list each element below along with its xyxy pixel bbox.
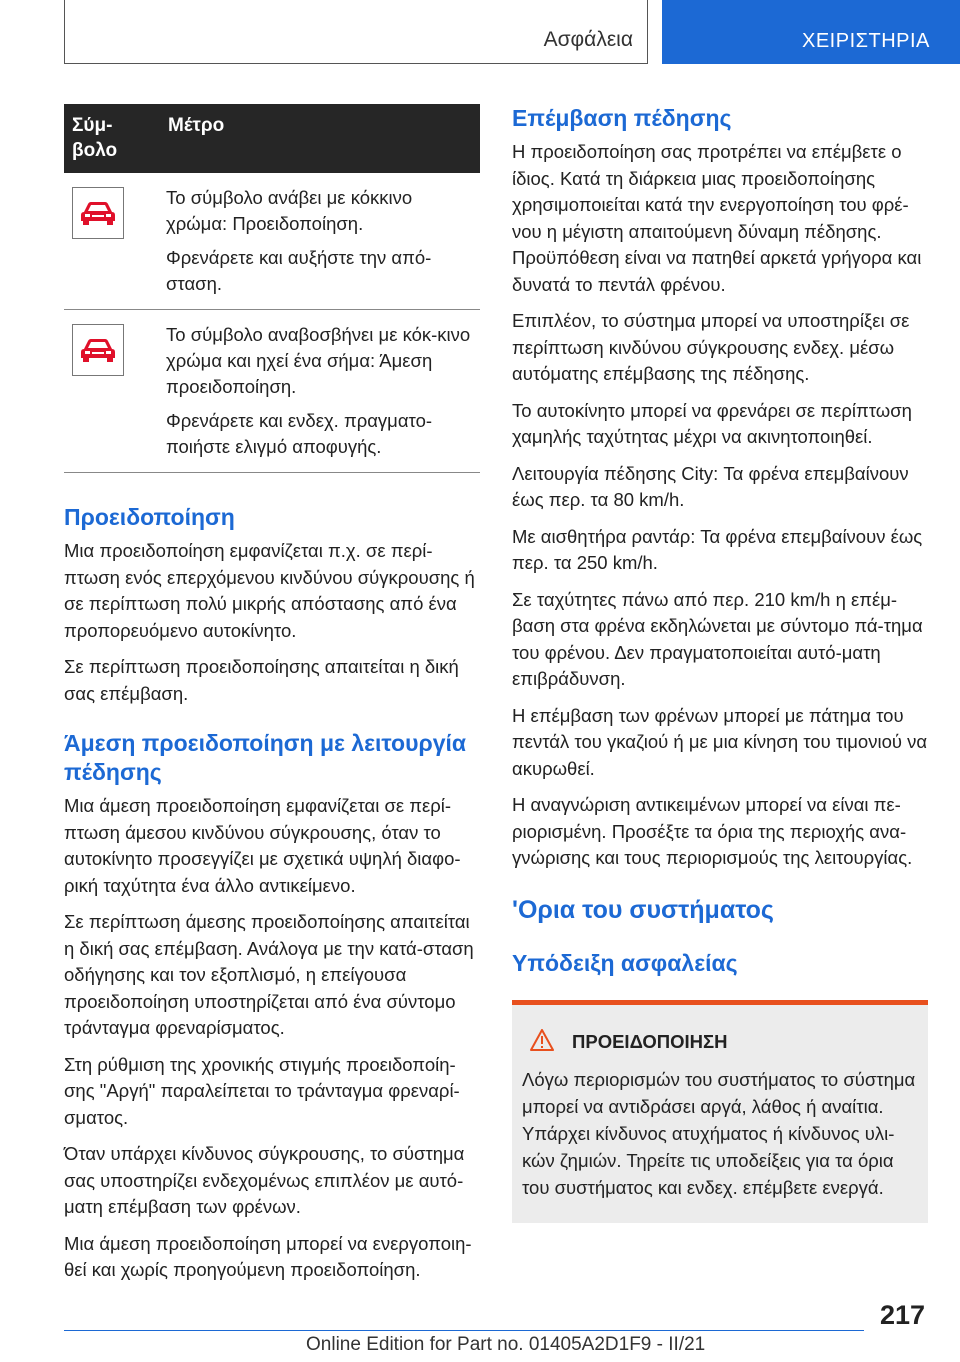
warning-box xyxy=(512,1000,928,1223)
section-title-system-limits: 'Ορια του συστήματος xyxy=(512,895,774,924)
paragraph: Όταν υπάρχει κίνδυνος σύγκρουσης, το σύστημα σας υποστηρίζει ενδεχομένως επιπλέον με αυτό-ματη επέμβαση των φρένων. xyxy=(64,1143,465,1217)
footer-divider xyxy=(64,1330,864,1331)
symbol-table-header xyxy=(64,104,480,173)
section-title-safety-note: Υπόδειξη ασφαλείας xyxy=(512,949,738,976)
table-row xyxy=(64,173,480,310)
paragraph: Σε περίπτωση προειδοποίησης απαιτείται η δική σας επέμβαση. xyxy=(64,656,459,704)
col-measure-header: Μέτρο xyxy=(160,104,480,173)
paragraph: Σε ταχύτητες πάνω από περ. 210 km/h η επέμ-βαση στα φρένα εκδηλώνεται με σύντομο πά-τημα του φρένου. Δεν πραγματοποιείται αυτό-ματη επιβράδυνση. xyxy=(512,588,923,689)
row2-line2: Φρενάρετε και ενδεχ. πραγματο-ποιήστε ελιγμό αποφυγής. xyxy=(166,410,433,457)
row2-line1: Το σύμβολο αναβοσβήνει με κόκ-κινο χρώμα και ηχεί ένα σήμα: Άμεση προειδοποίηση. xyxy=(166,324,471,397)
footer-edition: Online Edition for Part no. 01405A2D1F9 - II/21 xyxy=(306,1334,706,1355)
paragraph: Επιπλέον, το σύστημα μπορεί να υποστηρίξει σε περίπτωση κινδύνου σύγκρουσης ενδεχ. μέσω αυτόματης επέμβασης της πέδησης. xyxy=(512,310,910,384)
section-title-acute-warning: Άμεση προειδοποίηση με λειτουργία πέδησης xyxy=(64,730,467,785)
paragraph: Με αισθητήρα ραντάρ: Τα φρένα επεμβαίνουν έως περ. τα 250 km/h. xyxy=(512,525,923,573)
right-column xyxy=(512,104,928,1223)
paragraph: Η προειδοποίηση σας προτρέπει να επέμβετε ο ίδιος. Κατά τη διάρκεια μιας προειδοποίησης χρησιμοποιείται κατά την ενεργοποίηση του φρέ-νου η μέγιστη απαιτούμενη δύναμη πέδησης. Προϋπόθεση είναι να πατηθεί αρκετά γρήγορα και δυνατά το πεντάλ φρένου. xyxy=(512,141,922,295)
warning-text: Λόγω περιορισμών του συστήματος το σύστημα μπορεί να αντιδράσει αργά, λάθος ή αναίτια. Υπάρχει κίνδυνος ατυχήματος ή κίνδυνος υλι-κών ζημιών. Τηρείτε τις υποδείξεις για τα όρια του συστήματος και ενδεχ. επέμβετε ενεργά. xyxy=(522,1068,916,1198)
car-warning-icon xyxy=(72,324,124,376)
section-title-brake-intervention: Επέμβαση πέδησης xyxy=(512,105,732,131)
header-section-box xyxy=(64,0,648,64)
warning-triangle-icon xyxy=(530,1029,554,1056)
paragraph: Μια άμεση προειδοποίηση εμφανίζεται σε περί-πτωση άμεσου κινδύνου σύγκρουσης, όταν το αυτοκίνητο προσεγγίζει με σχετικά υψηλή διαφο-ρική ταχύτητα ένα άλλο αντικείμενο. xyxy=(64,795,461,896)
header-chapter-title: ΧΕΙΡΙΣΤΗΡΙΑ xyxy=(802,30,930,52)
car-warning-icon xyxy=(72,187,124,239)
header-chapter-tab[interactable] xyxy=(662,0,960,64)
row1-line2: Φρενάρετε και αυξήστε την από-σταση. xyxy=(166,247,432,294)
paragraph: Μια άμεση προειδοποίηση μπορεί να ενεργοποιη-θεί και χωρίς προηγούμενη προειδοποίηση. xyxy=(64,1232,472,1280)
section-title-warning: Προειδοποίηση xyxy=(64,504,235,530)
row1-line1: Το σύμβολο ανάβει με κόκκινο χρώμα: Προειδοποίηση. xyxy=(166,187,413,234)
paragraph: Σε περίπτωση άμεσης προειδοποίησης απαιτείται η δική σας επέμβαση. Ανάλογα με την κατά-σταση οδήγησης και τον εξοπλισμό, η επείγουσα προειδοποίηση υποστηρίζεται από ένα σύντομο τράνταγμα φρεναρίσματος. xyxy=(64,911,474,1038)
paragraph: Η επέμβαση των φρένων μπορεί με πάτημα του πεντάλ του γκαζιού ή με μια κίνηση του τιμονιού να ακυρωθεί. xyxy=(512,704,928,779)
col-symbol-header: Σύμ-βολο xyxy=(64,104,160,173)
header-section-title: Ασφάλεια xyxy=(543,28,633,51)
left-column xyxy=(64,104,480,1294)
paragraph: Στη ρύθμιση της χρονικής στιγμής προειδοποίη-σης "Αργή" παραλείπεται το τράνταγμα φρεναρί-σματος. xyxy=(64,1053,460,1128)
paragraph: Η αναγνώριση αντικειμένων μπορεί να είναι πε-ριορισμένη. Προσέξτε τα όρια της περιοχής ανα-γνώρισης και τους περιορισμούς της λειτουργίας. xyxy=(512,794,913,868)
page-number: 217 xyxy=(880,1300,926,1330)
warning-title: ΠΡΟΕΙΔΟΠΟΙΗΣΗ xyxy=(572,1031,728,1052)
table-row xyxy=(64,310,480,473)
paragraph: Μια προειδοποίηση εμφανίζεται π.χ. σε περί-πτωση ενός επερχόμενου κινδύνου σύγκρουσης ή σε περίπτωση πολύ μικρής απόστασης από ένα προπορευόμενο αυτοκίνητο. xyxy=(64,540,475,641)
paragraph: Λειτουργία πέδησης City: Τα φρένα επεμβαίνουν έως περ. τα 80 km/h. xyxy=(512,462,909,510)
symbol-table xyxy=(64,104,480,473)
paragraph: Το αυτοκίνητο μπορεί να φρενάρει σε περίπτωση χαμηλής ταχύτητας μέχρι να ακινητοποιηθεί. xyxy=(512,399,912,447)
